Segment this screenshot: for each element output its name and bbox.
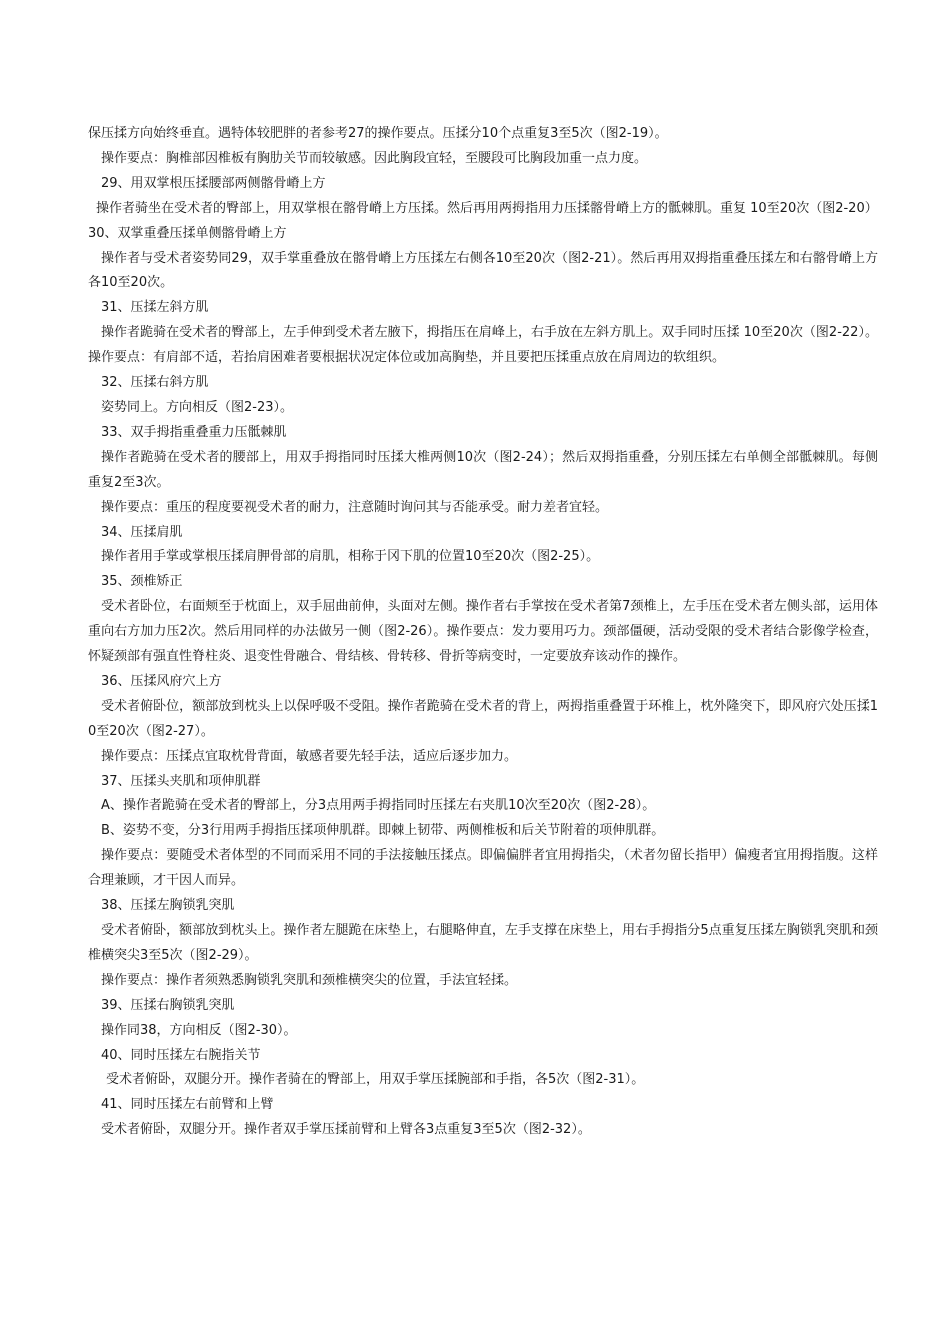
paragraph: 受术者俯卧，双腿分开。操作者双手掌压揉前臂和上臂各3点重复3至5次（图2-32）。: [101, 1122, 591, 1138]
paragraph: 操作者骑坐在受术者的臀部上，用双掌根在髂骨嵴上方压揉。然后再用两拇指用力压揉髂骨嵴上方的骶棘肌。重复 10至20次（图2-20）: [96, 200, 878, 216]
paragraph: 受术者卧位，右面颊至于枕面上，双手屈曲前伸，头面对左侧。操作者右手掌按在受术者第7颈椎上，左手压在受术者左侧头部，运用体重向右方加力压2次。然后用同样的办法做另一侧（图2-26）。操作要点：发力要用巧力。颈部僵硬，活动受限的受术者结合影像学检查，怀疑颈部有强直性脊柱炎、退变性骨融合、骨结核、骨转移、骨折等病变时，一定要放弃该动作的操作。: [88, 599, 878, 665]
paragraph: 38、压揉左胸锁乳突肌: [101, 898, 235, 914]
paragraph: 姿势同上。方向相反（图2-23）。: [101, 399, 294, 415]
paragraph: 受术者俯卧位，额部放到枕头上以保呼吸不受阻。操作者跪骑在受术者的背上，两拇指重叠置于环椎上，枕外隆突下，即风府穴处压揉10至20次（图2-27）。: [88, 698, 878, 739]
paragraph: 操作要点：重压的程度要视受术者的耐力，注意随时询问其与否能承受。耐力差者宜轻。: [101, 499, 609, 515]
paragraph: 操作者跪骑在受术者的腰部上，用双手拇指同时压揉大椎两侧10次（图2-24）；然后双拇指重叠，分别压揉左右单侧全部骶棘肌。每侧重复2至3次。: [88, 449, 878, 490]
paragraph: B、姿势不变，分3行用两手拇指压揉项伸肌群。即棘上韧带、两侧椎板和后关节附着的项伸肌群。: [101, 823, 665, 839]
paragraph: 操作同38，方向相反（图2-30）。: [101, 1022, 297, 1038]
paragraph: A、操作者跪骑在受术者的臀部上，分3点用两手拇指同时压揉左右夹肌10次至20次（图2-28）。: [101, 798, 656, 814]
paragraph: 39、压揉右胸锁乳突肌: [101, 997, 235, 1013]
paragraph: 操作要点：要随受术者体型的不同而采用不同的手法接触压揉点。即偏偏胖者宜用拇指尖，（术者勿留长指甲）偏瘦者宜用拇指腹。这样合理兼顾，才干因人而异。: [88, 848, 878, 889]
paragraph: 操作要点：胸椎部因椎板有胸肋关节而较敏感。因此胸段宜轻，至腰段可比胸段加重一点力度。: [101, 150, 648, 166]
paragraph: 32、压揉右斜方肌: [101, 375, 209, 391]
paragraph: 操作者用手掌或掌根压揉肩胛骨部的肩肌，相称于冈下肌的位置10至20次（图2-25）。: [101, 549, 600, 565]
paragraph: 操作要点：压揉点宜取枕骨背面，敏感者要先轻手法，适应后逐步加力。: [101, 748, 518, 764]
paragraph: 34、压揉肩肌: [101, 524, 183, 540]
paragraph: 29、用双掌根压揉腰部两侧髂骨嵴上方: [101, 175, 326, 191]
paragraph: 37、压揉头夹肌和项伸肌群: [101, 773, 261, 789]
paragraph: 受术者俯卧，额部放到枕头上。操作者左腿跪在床垫上，右腿略伸直，左手支撑在床垫上，用右手拇指分5点重复压揉左胸锁乳突肌和颈椎横突尖3至5次（图2-29）。: [88, 923, 878, 963]
paragraph: 操作者与受术者姿势同29，双手掌重叠放在髂骨嵴上方压揉左右侧各10至20次（图2-21）。然后再用双拇指重叠压揉左和右髂骨嵴上方各10至20次。: [88, 250, 878, 291]
paragraph: 36、压揉风府穴上方: [101, 673, 222, 689]
paragraph: 30、双掌重叠压揉单侧髂骨嵴上方: [88, 225, 287, 241]
paragraph: 受术者俯卧，双腿分开。操作者骑在的臀部上，用双手掌压揉腕部和手指，各5次（图2-31）。: [106, 1072, 645, 1088]
paragraph: 操作者跪骑在受术者的臀部上，左手伸到受术者左腋下，拇指压在肩峰上，右手放在左斜方肌上。双手同时压揉 10至20次（图2-22）。操作要点：有肩部不适，若抬肩困难者要根据状况定体位或加高胸垫，并且要把压揉重点放在肩周边的软组织。: [88, 325, 878, 366]
paragraph: 41、同时压揉左右前臂和上臂: [101, 1097, 274, 1113]
paragraph: 31、压揉左斜方肌: [101, 300, 209, 316]
paragraph: 33、双手拇指重叠重力压骶棘肌: [101, 424, 287, 440]
paragraph: 35、颈椎矫正: [101, 574, 183, 590]
paragraph: 保压揉方向始终垂直。遇特体较肥胖的者参考27的操作要点。压揉分10个点重复3至5次（图2-19）。: [88, 126, 668, 141]
paragraph: 40、同时压揉左右腕指关节: [101, 1047, 261, 1063]
document-body: [88, 122, 878, 1143]
paragraph: 操作要点：操作者须熟悉胸锁乳突肌和颈椎横突尖的位置，手法宜轻揉。: [101, 972, 518, 988]
